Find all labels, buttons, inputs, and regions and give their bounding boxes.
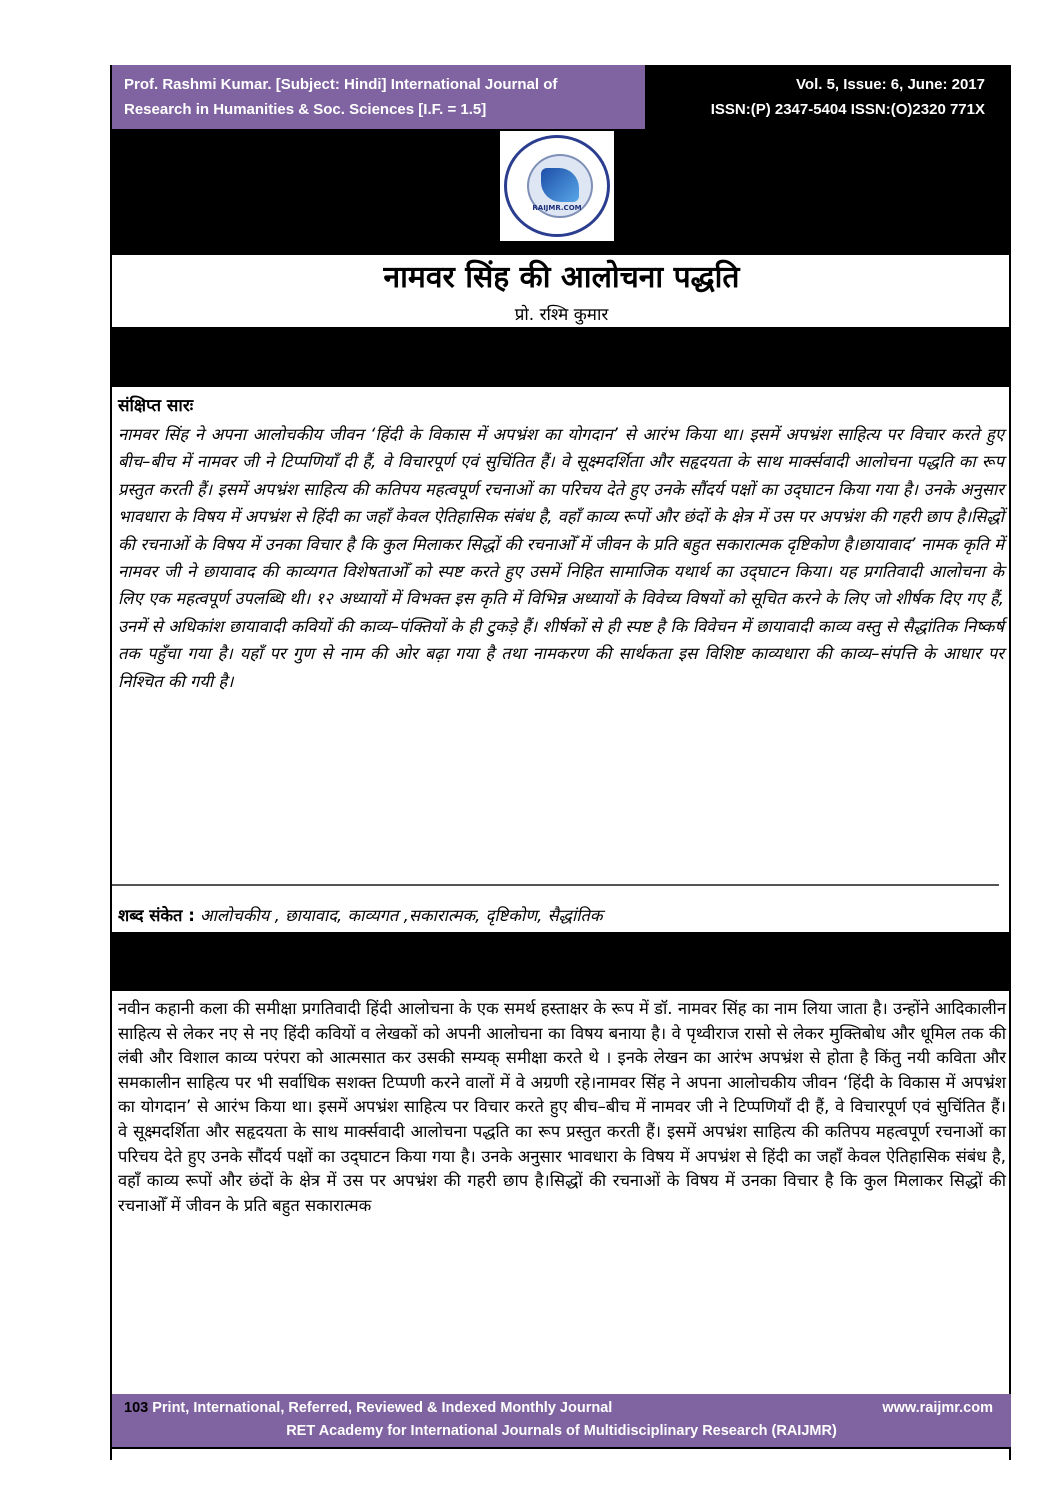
header-volume: Vol. 5, Issue: 6, June: 2017 [796,76,985,93]
header-issue-info [711,72,985,122]
footer-journal-line [124,1398,612,1418]
separator-band [112,327,1011,387]
keywords-values: आलोचकीय , छायावाद, काव्यगत ,सकारात्मक, दृष्टिकोण, सैद्धांतिक [200,906,603,925]
keywords-label: शब्द संकेत : [118,906,195,925]
header-citation-line2: Research in Humanities & Soc. Sciences [I.F. = 1.5] [124,101,487,118]
page-footer [112,1394,1011,1447]
journal-page [110,65,1011,1460]
journal-logo [500,131,614,241]
keywords [118,903,603,929]
article-author: प्रो. रश्मि कुमार [514,305,609,325]
logo-text: RAIJMR.COM [532,204,582,212]
footer-journal-type: Print, International, Referred, Reviewed & Indexed Monthly Journal [148,1400,613,1416]
header-issn: ISSN:(P) 2347-5404 ISSN:(O)2320 771X [710,101,985,118]
separator-band [112,932,1011,991]
bottom-rule [112,1447,1011,1449]
header-citation [112,65,645,129]
footer-url: www.raijmr.com [882,1400,993,1416]
header-citation-line1: Prof. Rashmi Kumar. [Subject: Hindi] International Journal of [124,76,558,93]
section-divider [112,884,999,886]
footer-publisher: RET Academy for International Journals of Multidisciplinary Research (RAIJMR) [286,1423,837,1439]
abstract-text: नामवर सिंह ने अपना आलोचकीय जीवन ‘हिंदी के विकास में अपभ्रंश का योगदान’ से आरंभ किया था। इसमें अपभ्रंश साहित्य पर विचार करते हुए बीच–बीच में नामवर जी ने टिप्पणियाँ दी हैं, वे विचारपूर्ण एवं सुचिंतित हैं। वे सूक्ष्मदर्शिता और सहृदयता के साथ मार्क्सवादी आलोचना पद्धति का रूप प्रस्तुत करती हैं। इसमें अपभ्रंश साहित्य की कतिपय महत्वपूर्ण रचनाओं का परिचय देते हुए उनके सौंदर्य पक्षों का उद्‌घाटन किया गया है। उनके अनुसार भावधारा के विषय में अपभ्रंश से हिंदी का जहाँ केवल ऐतिहासिक संबंध है, वहाँ काव्य रूपों और छंदों के क्षेत्र में उस पर अपभ्रंश की गहरी छाप है।सिद्धों की रचनाओं के विषय में उनका विचार है कि कुल मिलाकर सिद्धों की रचनाओँ में जीवन के प्रति बहुत सकारात्मक दृष्टिकोण है।छायावाद’ नामक कृति में नामवर जी ने छायावाद की काव्यगत विशेषताओँ को स्पष्ट करते हुए उसमें निहित सामाजिक यथार्थ का उद्‌घाटन किया। यह प्रगतिवादी आलोचना के लिए एक महत्वपूर्ण उपलब्धि थी। १२ अध्यायों में विभक्त इस कृति में विभिन्न अध्यायों के विवेच्य विषयों को सूचित करने के लिए जो शीर्षक दिए गए हैं, उनमें से अधिकांश छायावादी कवियों की काव्य–पंक्तियों के ही टुकड़े हैं। शीर्षकों से ही स्पष्ट है कि विवेचन में छायावादी काव्य वस्तु से सैद्धांतिक निष्कर्ष तक पहुँचा गया है। यहाँ पर गुण से नाम की ओर बढ़ा गया है तथा नामकरण की सार्थकता इस विशिष्ट काव्यधारा की काव्य–संपत्ति के आधार पर निश्चित की गयी है। [118,425,1005,691]
abstract-heading: संक्षिप्त सारः [118,396,194,416]
logo-ring-icon [504,135,610,237]
page-header [112,65,1011,255]
logo-quill-icon [541,168,579,202]
body-paragraph: नवीन कहानी कला की समीक्षा प्रगतिवादी हिंदी आलोचना के एक समर्थ हस्ताक्षर के रूप में डॉ. नामवर सिंह का नाम लिया जाता है। उन्होंने आदिकालीन साहित्य से लेकर नए से नए हिंदी कवियों व लेखकों को अपनी आलोचना का विषय बनाया है। वे पृथ्वीराज रासो से लेकर मुक्तिबोध और धूमिल तक की लंबी और विशाल काव्य परंपरा को आत्मसात कर उसकी सम्यक् समीक्षा करते थे । इनके लेखन का आरंभ अपभ्रंश से होता है किंतु नयी कविता और समकालीन साहित्य पर भी सर्वाधिक सशक्त टिप्पणी करने वालों में वे अग्रणी रहे।नामवर सिंह ने अपना आलोचकीय जीवन ‘हिंदी के विकास में अपभ्रंश का योगदान’ से आरंभ किया था। इसमें अपभ्रंश साहित्य पर विचार करते हुए बीच–बीच में नामवर जी ने टिप्पणियाँ दी हैं, वे विचारपूर्ण एवं सुचिंतित हैं। वे सूक्ष्मदर्शिता और सहृदयता के साथ मार्क्सवादी आलोचना पद्धति का रूप प्रस्तुत करती हैं। इसमें अपभ्रंश साहित्य की कतिपय महत्वपूर्ण रचनाओं का परिचय देते हुए उनके सौंदर्य पक्षों का उद्‌घाटन किया गया है। उनके अनुसार भावधारा के विषय में अपभ्रंश से हिंदी का जहाँ केवल ऐतिहासिक संबंध है, वहाँ काव्य रूपों और छंदों के क्षेत्र में उस पर अपभ्रंश की गहरी छाप है।सिद्धों की रचनाओं के विषय में उनका विचार है कि कुल मिलाकर सिद्धों की रचनाओँ में जीवन के प्रति बहुत सकारात्मक [118,999,1006,1215]
page-number: 103 [124,1400,149,1416]
article-title: नामवर सिंह की आलोचना पद्धति [383,260,740,295]
